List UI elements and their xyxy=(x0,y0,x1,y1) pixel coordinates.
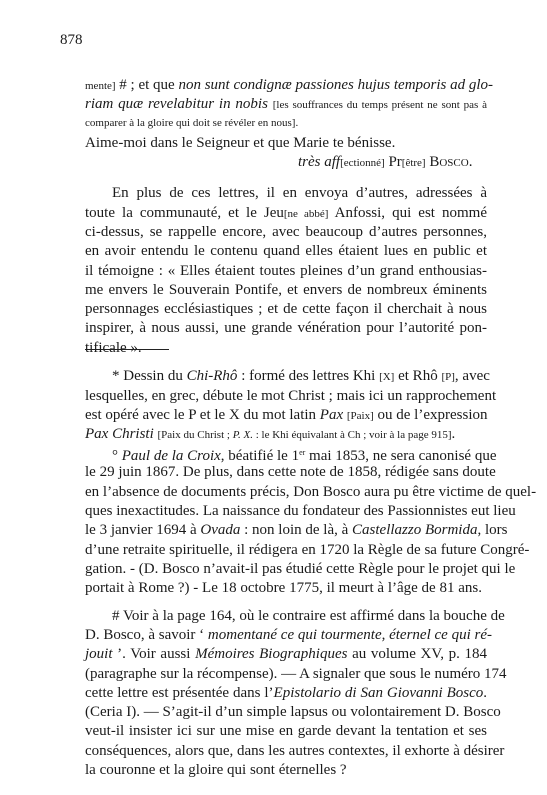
footnote-hash-line-6: (Ceria I). — S’agit-il d’un simple lapsus ou volontairement D. Bosco xyxy=(85,704,501,720)
letter-signature: très aff[ectionné] Pr[être] Bosco. xyxy=(298,154,473,170)
letter-line-2: riam quæ revelabitur in nobis [les souffrances du temps présent ne sont pas à xyxy=(85,96,488,112)
footnote-hash-line-1: # Voir à la page 164, où le contraire est affirmé dans la bouche de xyxy=(112,608,505,624)
footnote-star-line-2: lesquelles, en grec, débute le mot Christ ; mais ici un rapprochement xyxy=(85,388,497,404)
main-line-9: tificale ». xyxy=(85,340,142,356)
main-line-8: inspirer, à nous aussi, une grande vénération pour l’autorité pon- xyxy=(85,320,487,336)
main-line-4: en avoir entendu le contenu quand elles étaient lues en public et xyxy=(85,243,487,259)
footnote-hash-line-9: la couronne et la gloire qui sont éternelles ? xyxy=(85,762,347,778)
footnote-hash-line-2: D. Bosco, à savoir ‘ momentané ce qui tourmente, éternel ce qui ré- xyxy=(85,627,492,643)
footnote-hash-line-8: conséquences, alors que, dans les autres contextes, il exhorte à désirer xyxy=(85,743,505,759)
main-line-7: personnages ecclésiastiques ; et de cette façon il cherchait à nous xyxy=(85,301,487,317)
footnote-circle-line-5: le 3 janvier 1694 à Ovada : non loin de là, à Castellazzo Bormida, lors xyxy=(85,522,508,538)
footnote-circle-line-8: portait à Rome ?) - Le 18 octobre 1775, il meurt à l’âge de 81 ans. xyxy=(85,580,482,596)
footnote-circle-line-3: en l’absence de documents précis, Don Bosco aura pu être victime de quel- xyxy=(85,484,537,500)
footnote-separator xyxy=(85,349,169,350)
letter-closing: Aime-moi dans le Seigneur et que Marie te bénisse. xyxy=(85,135,396,151)
footnote-star-line-4: Pax Christi [Paix du Christ ; P. X. : le Khi équivalant à Ch ; voir à la page 915]. xyxy=(85,426,456,442)
main-line-1: En plus de ces lettres, il en envoya d’autres, adressées à xyxy=(112,185,487,201)
main-line-5: il témoigne : « Elles étaient toutes pleines d’un grand enthousias- xyxy=(85,263,487,279)
footnote-hash-line-5: cette lettre est présentée dans l’Epistolario di San Giovanni Bosco. xyxy=(85,685,487,701)
footnote-star-line-3: est opéré avec le P et le X du mot latin Pax [Paix] ou de l’expression xyxy=(85,407,488,423)
footnote-hash-line-3: jouit ’. Voir aussi Mémoires Biographiques au volume XV, p. 184 xyxy=(85,646,487,662)
footnote-hash-line-4: (paragraphe sur la récompense). — A signaler que sous le numéro 174 xyxy=(85,666,507,682)
main-line-3: ci-dessus, se rappelle encore, avec beaucoup d’autres personnes, xyxy=(85,224,487,240)
footnote-hash-line-7: veut-il insister ici sur une mise en garde devant la tentation et ses xyxy=(85,723,487,739)
footnote-circle-line-7: gation. - (D. Bosco n’avait-il pas étudié cette Règle pour le projet qui le xyxy=(85,561,516,577)
main-line-6: me envers le Souverain Pontife, et envers de nombreux éminents xyxy=(85,282,487,298)
footnote-circle-line-6: d’une retraite spirituelle, il rédigera en 1720 la Règle de sa future Congré- xyxy=(85,542,530,558)
footnote-circle-line-1: ° Paul de la Croix, béatifié le 1er mai 1853, ne sera canonisé que xyxy=(112,448,497,464)
letter-line-3: comparer à la gloire qui doit se révéler en nous]. xyxy=(85,117,299,129)
footnote-circle-line-4: ques inexactitudes. La naissance du fondateur des Passionnistes eut lieu xyxy=(85,503,516,519)
letter-line-1: mente] # ; et que non sunt condignæ passiones hujus temporis ad glo- xyxy=(85,77,494,93)
footnote-circle-line-2: le 29 juin 1867. De plus, dans cette note de 1858, rédigée sans doute xyxy=(85,464,496,480)
page-number: 878 xyxy=(60,32,83,48)
footnote-star-line-1: * Dessin du Chi-Rhô : formé des lettres Khi [X] et Rhô [P], avec xyxy=(112,368,490,384)
main-line-2: toute la communauté, et le Jeu[ne abbé] Anfossi, qui est nommé xyxy=(85,205,487,221)
